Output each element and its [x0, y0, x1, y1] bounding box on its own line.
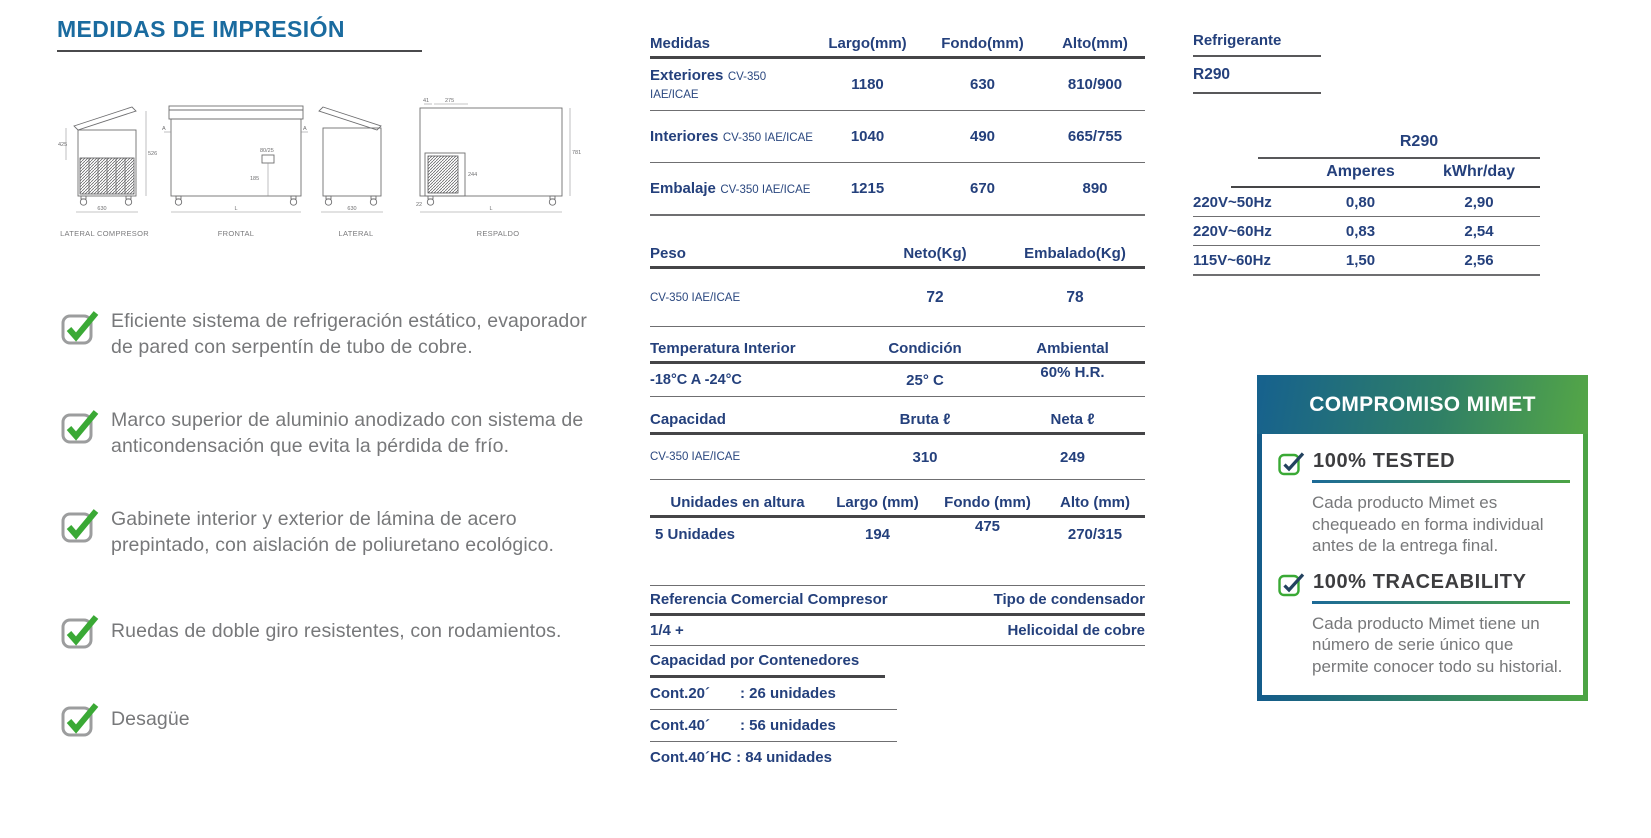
spec-tables-column — [650, 0, 1145, 838]
cell: : 56 unidades — [740, 717, 836, 735]
col-header: Unidades en altura — [670, 493, 805, 511]
cell: 194 — [864, 526, 891, 543]
divider — [650, 396, 1145, 397]
refrigerante-block — [1193, 32, 1321, 94]
cell: Helicoidal de cobre — [1007, 622, 1145, 640]
capacidad-table — [650, 406, 1145, 480]
drawing-label: FRONTAL — [217, 229, 255, 238]
drawing-label: RESPALDO — [476, 229, 520, 238]
compresor-table — [650, 585, 1145, 646]
feature-text: Ruedas de doble giro resistentes, con rodamientos. — [111, 620, 562, 642]
feature-text: Gabinete interior y exterior de lámina de acero prepintado, con aislación de poliuretano ecológico. — [111, 508, 555, 556]
table-row — [650, 364, 1145, 396]
feature-item — [60, 700, 190, 740]
table-row — [650, 269, 1145, 326]
cell: 665/755 — [1067, 128, 1123, 146]
refrigerante-label: Refrigerante — [1193, 32, 1282, 49]
col-header: Temperatura Interior — [650, 340, 796, 357]
energia-title: R290 — [1399, 133, 1439, 150]
cell: Cont.20´ — [650, 685, 710, 702]
feature-item — [60, 308, 608, 360]
feature-text: Desagüe — [111, 708, 190, 730]
table-row — [1193, 246, 1540, 274]
energia-table — [1193, 133, 1540, 276]
feature-item — [60, 612, 562, 652]
title-underline-divider — [57, 50, 422, 52]
freezer-front-diagram — [162, 98, 310, 226]
gradient-underline — [1312, 480, 1570, 483]
green-checkbox-icon — [60, 612, 102, 652]
medidas-header-row — [650, 30, 1145, 56]
svg-text:80/25: 80/25 — [260, 148, 274, 154]
energia-header-row — [1193, 159, 1540, 186]
cell: 220V~60Hz — [1193, 222, 1272, 240]
table-row — [650, 163, 1145, 214]
cell: Cont.40´HC — [650, 749, 732, 767]
freezer-back-diagram — [412, 98, 584, 226]
svg-text:526: 526 — [148, 151, 157, 157]
cell: 25° C — [906, 371, 944, 389]
contenedores-header: Capacidad por Contenedores — [650, 652, 860, 669]
compromiso-header: COMPROMISO MIMET — [1257, 375, 1588, 434]
col-header: kWhr/day — [1442, 163, 1515, 180]
divider — [1193, 92, 1321, 94]
table-row — [1193, 188, 1540, 216]
divider — [650, 479, 1145, 480]
cell: 475 — [974, 518, 1001, 535]
drawing-respaldo — [412, 98, 584, 238]
table-row — [650, 678, 900, 709]
cell: 490 — [969, 128, 996, 146]
capacidad-header-row — [650, 406, 1145, 432]
col-header: Bruta ℓ — [899, 410, 951, 428]
divider — [650, 214, 1145, 215]
row-label-cell: CV-350 IAE/ICAE — [650, 291, 741, 304]
row-label-cell: 5 Unidades — [655, 526, 736, 543]
svg-text:L: L — [234, 206, 238, 212]
col-header: Medidas — [650, 34, 711, 52]
table-row — [650, 518, 1145, 551]
cell: 310 — [912, 448, 938, 466]
table-row — [650, 616, 1145, 645]
cell: 115V~60Hz — [1193, 251, 1271, 269]
page-title: MEDIDAS DE IMPRESIÓN — [57, 16, 345, 42]
gradient-underline — [1312, 601, 1570, 604]
svg-text:A: A — [303, 126, 307, 132]
drawing-frontal — [162, 98, 310, 238]
green-checkbox-icon — [60, 506, 102, 546]
temperatura-table — [650, 336, 1145, 397]
green-checkbox-icon — [60, 407, 102, 447]
svg-text:425: 425 — [58, 142, 68, 148]
cell: 1040 — [850, 128, 885, 146]
cell: 249 — [1059, 448, 1086, 466]
contenedores-table — [650, 652, 900, 773]
col-header: Capacidad — [650, 410, 726, 428]
feature-item — [60, 407, 608, 459]
table-row — [650, 742, 900, 773]
temperatura-header-row — [650, 336, 1145, 361]
feature-item — [60, 506, 608, 558]
divider — [1193, 55, 1321, 57]
svg-text:630: 630 — [97, 206, 107, 212]
cell: -18°C A -24°C — [650, 372, 742, 388]
svg-text:A: A — [162, 126, 166, 132]
row-label-cell: Exteriores CV-350 IAE/ICAE — [650, 66, 767, 101]
col-header: Fondo(mm) — [941, 34, 1024, 52]
svg-text:781: 781 — [572, 150, 582, 156]
cell: 78 — [1066, 288, 1084, 306]
table-row — [650, 111, 1145, 162]
col-header: Neto(Kg) — [903, 244, 967, 262]
cell: 810/900 — [1067, 76, 1123, 93]
svg-text:22: 22 — [416, 202, 423, 208]
cell: 630 — [969, 76, 996, 93]
compromiso-item-text: Cada producto Mimet es chequeado en forma individual antes de la entrega final. — [1312, 493, 1544, 555]
cell: 0,83 — [1345, 222, 1376, 240]
cell: 670 — [969, 180, 996, 198]
svg-text:275: 275 — [445, 98, 455, 104]
col-header: Peso — [650, 244, 686, 262]
row-label-cell: CV-350 IAE/ICAE — [650, 451, 741, 463]
feature-text: Marco superior de aluminio anodizado con sistema de anticondensación que evita la pérdida de frío. — [111, 409, 584, 457]
col-header: Ambiental — [1036, 340, 1109, 357]
cell: 2,90 — [1464, 193, 1494, 211]
compromiso-item — [1278, 450, 1573, 557]
svg-text:244: 244 — [468, 172, 478, 178]
svg-text:L: L — [489, 206, 493, 212]
cell: 220V~50Hz — [1193, 193, 1272, 211]
col-header: Fondo (mm) — [944, 493, 1031, 511]
green-check-square-icon — [1278, 572, 1305, 597]
cell: 2,56 — [1464, 251, 1494, 269]
col-header: Tipo de condensador — [993, 591, 1145, 609]
divider — [650, 645, 1145, 646]
compresor-header-row — [650, 586, 1145, 613]
col-header: Alto (mm) — [1060, 493, 1130, 511]
cell: 1180 — [851, 76, 884, 93]
col-header: Largo(mm) — [828, 34, 907, 52]
peso-table — [650, 240, 1145, 327]
cell: 1/4 + — [650, 622, 684, 640]
drawing-label: LATERAL COMPRESOR — [60, 229, 149, 238]
cell: 1,50 — [1345, 251, 1376, 269]
svg-text:41: 41 — [423, 98, 430, 104]
svg-text:630: 630 — [347, 206, 357, 212]
table-row — [650, 59, 1145, 110]
compromiso-body — [1257, 434, 1588, 701]
peso-header-row — [650, 240, 1145, 266]
cell: 1215 — [850, 180, 885, 198]
cell: 0,80 — [1345, 193, 1376, 211]
table-row — [650, 435, 1145, 479]
col-header: Neta ℓ — [1050, 410, 1095, 428]
col-header: Embalado(Kg) — [1024, 244, 1126, 262]
col-header: Condición — [888, 340, 962, 357]
cell: 72 — [926, 288, 944, 306]
drawing-lateral-compresor — [52, 98, 157, 238]
col-header: Largo (mm) — [836, 493, 919, 511]
cell: 2,54 — [1464, 222, 1494, 240]
row-label-cell: Embalaje CV-350 IAE/ICAE — [650, 179, 811, 197]
cell: : 84 unidades — [736, 749, 832, 767]
col-header: Referencia Comercial Compresor — [650, 591, 888, 609]
col-header: Alto(mm) — [1062, 34, 1128, 52]
green-checkbox-icon — [60, 700, 102, 740]
svg-text:185: 185 — [250, 176, 260, 182]
green-check-square-icon — [1278, 451, 1305, 476]
medidas-table — [650, 30, 1145, 216]
cell: 60% H.R. — [1040, 364, 1105, 381]
cell: Cont.40´ — [650, 717, 710, 735]
compromiso-item-title: 100% TESTED — [1313, 450, 1456, 472]
divider — [1193, 274, 1540, 275]
table-row — [650, 710, 900, 741]
table-row — [1193, 217, 1540, 245]
cell: 890 — [1082, 180, 1108, 198]
unidades-table — [650, 489, 1145, 551]
cell: 270/315 — [1067, 526, 1123, 543]
drawing-lateral — [315, 98, 397, 238]
freezer-side-diagram — [315, 98, 397, 226]
green-checkbox-icon — [60, 308, 102, 348]
compromiso-item-title: 100% TRACEABILITY — [1313, 570, 1527, 593]
feature-text: Eficiente sistema de refrigeración estático, evaporador de pared con serpentín de tubo de cobre. — [111, 310, 587, 358]
compromiso-item — [1278, 571, 1573, 678]
drawing-label: LATERAL — [338, 229, 374, 238]
compromiso-item-text: Cada producto Mimet tiene un número de serie único que permite conocer todo su historial. — [1312, 613, 1563, 676]
unidades-header-row — [650, 489, 1145, 515]
freezer-side-compressor-diagram — [52, 98, 157, 226]
compromiso-item-title-row — [1278, 571, 1573, 597]
row-label-cell: Interiores CV-350 IAE/ICAE — [650, 127, 813, 145]
compromiso-mimet-panel — [1257, 375, 1588, 701]
col-header: Amperes — [1326, 163, 1395, 180]
compromiso-item-title-row — [1278, 450, 1573, 476]
divider — [650, 326, 1145, 327]
cell: : 26 unidades — [740, 685, 836, 702]
refrigerante-value: R290 — [1193, 66, 1231, 83]
